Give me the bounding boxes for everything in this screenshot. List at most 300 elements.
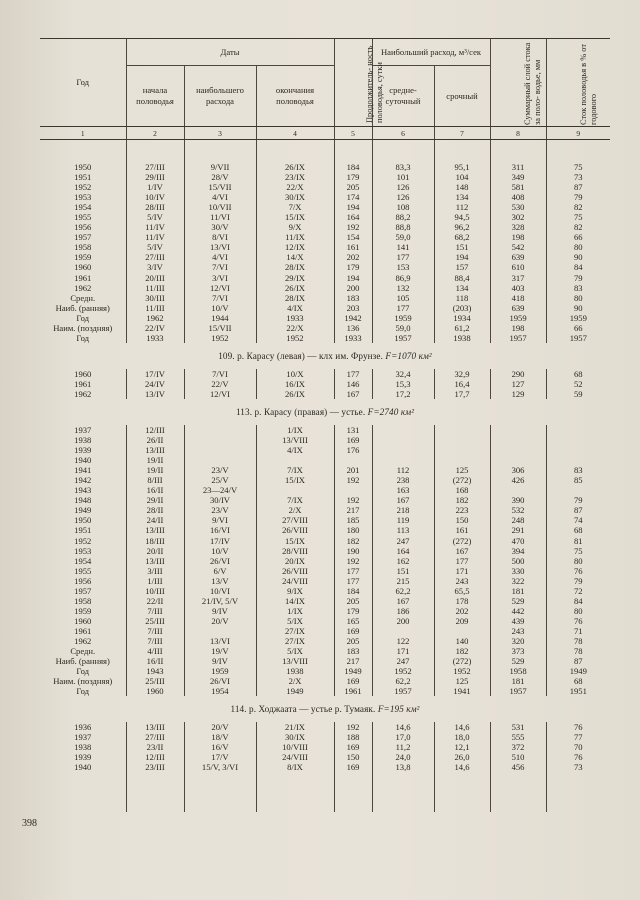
row-label: 1960 [74, 615, 92, 626]
table-cell: 25/III [126, 616, 184, 626]
table-cell: 500 [490, 556, 546, 566]
table-cell: 15/VII [184, 323, 256, 333]
table-cell: 13/III [126, 722, 184, 732]
table-cell: 88,4 [434, 273, 490, 283]
table-cell [434, 455, 490, 465]
table-cell: 95,1 [434, 162, 490, 172]
table-cell: 16/II [126, 485, 184, 495]
table-row [40, 283, 610, 293]
table-cell: 6/V [184, 566, 256, 576]
table-cell [184, 455, 256, 465]
table-cell: 390 [490, 495, 546, 505]
table-cell: 177 [334, 369, 372, 379]
col-number: 9 [546, 127, 610, 140]
table-cell: 29/II [126, 495, 184, 505]
table-cell: 192 [334, 556, 372, 566]
table-cell: 2/X [256, 505, 334, 515]
table-row [40, 182, 610, 192]
table-cell: 151 [434, 242, 490, 252]
row-label: 1937 [74, 424, 92, 435]
table-cell [256, 485, 334, 495]
table-cell: 78 [546, 646, 610, 656]
table-cell: 80 [546, 293, 610, 303]
table-cell: 101 [372, 172, 434, 182]
table-cell: 112 [434, 202, 490, 212]
table-cell: 1951 [546, 686, 610, 696]
table-cell: 150 [334, 752, 372, 762]
row-label: Год [76, 666, 90, 677]
row-label: Средн. [70, 292, 96, 303]
table-cell: 408 [490, 192, 546, 202]
table-cell: 403 [490, 283, 546, 293]
table-cell: 201 [334, 465, 372, 475]
table-row [40, 222, 610, 232]
row-label: 1954 [74, 202, 92, 213]
table-cell: 581 [490, 182, 546, 192]
table-cell: 26/II [126, 435, 184, 445]
header-runoff: Суммарный слой стока за поло- водье, мм [490, 39, 546, 127]
table-cell: 76 [546, 616, 610, 626]
table-cell: 150 [434, 515, 490, 525]
table-row [40, 536, 610, 546]
table-row [40, 323, 610, 333]
col-number: 5 [334, 127, 372, 140]
table-cell: 112 [372, 465, 434, 475]
table-cell: 12/III [126, 425, 184, 435]
table-cell: 11,2 [372, 742, 434, 752]
table-cell: 13/VIII [256, 656, 334, 666]
table-cell: 178 [434, 596, 490, 606]
table-cell: 84 [546, 596, 610, 606]
row-label: Год [76, 686, 90, 697]
table-cell: 2/X [256, 676, 334, 686]
table-cell: 7/IX [256, 465, 334, 475]
table-cell: 13,8 [372, 762, 434, 772]
table-cell: 88,8 [372, 222, 434, 232]
table-cell: 243 [434, 576, 490, 586]
table-cell: 30/III [126, 293, 184, 303]
table-cell: 10/VI [184, 586, 256, 596]
table-cell: 25/III [126, 676, 184, 686]
table-cell: 22/II [126, 596, 184, 606]
table-cell: 16/VI [184, 525, 256, 535]
row-label: Средн. [70, 646, 96, 657]
table-cell: 26/IX [256, 389, 334, 399]
table-cell: 10/V [184, 303, 256, 313]
table-cell: 426 [490, 475, 546, 485]
row-label: 1941 [74, 465, 92, 476]
table-body [40, 140, 610, 813]
table-cell: 80 [546, 556, 610, 566]
table-cell: 9/IX [256, 586, 334, 596]
table-cell: 70 [546, 742, 610, 752]
table-cell: 68 [546, 676, 610, 686]
col-number: 4 [256, 127, 334, 140]
row-label: 1957 [74, 232, 92, 243]
table-cell: 1/III [126, 576, 184, 586]
table-cell: 167 [372, 596, 434, 606]
table-cell [256, 455, 334, 465]
table-row [40, 546, 610, 556]
table-cell: 5/IV [126, 212, 184, 222]
table-cell: 87 [546, 656, 610, 666]
table-cell: 311 [490, 162, 546, 172]
row-label: 1940 [74, 455, 92, 466]
table-cell: 148 [434, 182, 490, 192]
table-cell: 291 [490, 525, 546, 535]
table-cell: 1954 [184, 686, 256, 696]
table-cell: 59 [546, 389, 610, 399]
table-cell: 32,4 [372, 369, 434, 379]
table-cell: 161 [334, 242, 372, 252]
table-cell: 171 [372, 646, 434, 656]
table-cell: 1959 [372, 313, 434, 323]
table-cell: 3/IV [126, 262, 184, 272]
table-cell: 290 [490, 369, 546, 379]
row-label: 1961 [74, 272, 92, 283]
table-row [40, 732, 610, 742]
header-max-flow-group: Наибольший расход, м³/сек [372, 39, 490, 66]
table-cell [434, 445, 490, 455]
table-row [40, 212, 610, 222]
table-row [40, 379, 610, 389]
table-cell: 1959 [184, 666, 256, 676]
row-label: 1951 [74, 172, 92, 183]
table-cell: 82 [546, 222, 610, 232]
table-cell: 439 [490, 616, 546, 626]
table-cell: 542 [490, 242, 546, 252]
table-cell: 177 [372, 303, 434, 313]
table-cell: 7/VI [184, 262, 256, 272]
row-label: 1956 [74, 222, 92, 233]
table-cell: 87 [546, 505, 610, 515]
table-row [40, 752, 610, 762]
table-cell: 24/VIII [256, 752, 334, 762]
table-cell: 171 [434, 566, 490, 576]
table-cell: (272) [434, 536, 490, 546]
table-cell [334, 485, 372, 495]
table-cell: 75 [546, 212, 610, 222]
table-cell: 1938 [256, 666, 334, 676]
table-cell: 27/III [126, 732, 184, 742]
table-cell: 68 [546, 369, 610, 379]
section-title [40, 399, 610, 425]
table-cell: 3/III [126, 566, 184, 576]
table-cell: 11/III [126, 283, 184, 293]
table-cell: 129 [490, 389, 546, 399]
table-cell: 13/VI [184, 636, 256, 646]
row-label: 1958 [74, 242, 92, 253]
table-cell: 68 [546, 525, 610, 535]
table-cell: 20/III [126, 273, 184, 283]
table-cell: 20/II [126, 546, 184, 556]
table-cell: 30/IX [256, 192, 334, 202]
table-cell: 5/IX [256, 646, 334, 656]
table-cell: 4/III [126, 646, 184, 656]
table-row [40, 722, 610, 732]
table-cell: 141 [372, 242, 434, 252]
col-number: 1 [40, 127, 126, 140]
table-cell: 174 [334, 192, 372, 202]
table-row [40, 606, 610, 616]
table-cell: 5/IV [126, 242, 184, 252]
table-cell: 182 [434, 646, 490, 656]
table-cell: 14,6 [434, 762, 490, 772]
table-cell: 28/IX [256, 293, 334, 303]
table-cell: 26/IX [256, 162, 334, 172]
table-cell: 12/IX [256, 242, 334, 252]
table-cell: 192 [334, 495, 372, 505]
table-cell: 21/IX [256, 722, 334, 732]
section-area: F=2740 км² [367, 406, 415, 417]
table-cell: 247 [372, 536, 434, 546]
row-label: 1951 [74, 525, 92, 536]
table-cell: 1952 [256, 333, 334, 343]
table-cell: 1957 [372, 333, 434, 343]
table-cell: 136 [334, 323, 372, 333]
page-number: 398 [22, 818, 37, 829]
row-label: 1949 [74, 505, 92, 516]
table-cell: 200 [334, 283, 372, 293]
header-end: окончания половодья [256, 66, 334, 127]
table-cell: 243 [490, 626, 546, 636]
header-year: Год [40, 39, 126, 127]
row-label: 1948 [74, 495, 92, 506]
table-cell: 14,6 [434, 722, 490, 732]
table-cell: 203 [334, 303, 372, 313]
table-cell: 192 [334, 722, 372, 732]
table-cell: 27/IX [256, 636, 334, 646]
table-row [40, 515, 610, 525]
row-label: 1952 [74, 535, 92, 546]
table-cell: 59,0 [372, 323, 434, 333]
table-row [40, 556, 610, 566]
row-label: 1940 [74, 762, 92, 773]
table-cell [334, 455, 372, 465]
table-row [40, 626, 610, 636]
table-cell: 394 [490, 546, 546, 556]
table-cell: 16/IX [256, 379, 334, 389]
table-cell: 9/IV [184, 656, 256, 666]
table-cell: 5/IX [256, 616, 334, 626]
header-daily: средне- суточный [372, 66, 434, 127]
table-cell: 76 [546, 566, 610, 576]
table-cell: 126 [372, 192, 434, 202]
table-cell: 180 [334, 525, 372, 535]
table-cell: 14/IX [256, 596, 334, 606]
table-cell: 29/IX [256, 273, 334, 283]
table-row [40, 485, 610, 495]
table-cell [490, 485, 546, 495]
section-title-text: 114. р. Ходжаата — устье р. Тумаяк. [230, 704, 376, 715]
table-cell: 181 [490, 676, 546, 686]
table-cell: 28/V [184, 172, 256, 182]
row-label: 1943 [74, 485, 92, 496]
table-row [40, 656, 610, 666]
table-row [40, 596, 610, 606]
table-cell: 181 [490, 586, 546, 596]
row-label: 1957 [74, 585, 92, 596]
table-cell [434, 626, 490, 636]
table-cell: 555 [490, 732, 546, 742]
table-cell [546, 485, 610, 495]
table-cell: 169 [334, 676, 372, 686]
table-cell: 1933 [126, 333, 184, 343]
table-cell: 179 [334, 172, 372, 182]
table-cell: 1938 [434, 333, 490, 343]
table-cell: 1952 [184, 333, 256, 343]
row-label: Наим. (поздняя) [53, 322, 113, 333]
table-cell [546, 425, 610, 435]
row-label: 1938 [74, 742, 92, 753]
table-row [40, 252, 610, 262]
row-label: 1942 [74, 475, 92, 486]
table-cell: 184 [334, 586, 372, 596]
table-cell: 17/IV [126, 369, 184, 379]
table-cell: 1949 [256, 686, 334, 696]
table-cell: 179 [334, 262, 372, 272]
table-cell: 105 [372, 293, 434, 303]
table-row [40, 445, 610, 455]
table-cell: 75 [546, 546, 610, 556]
row-label: Наиб. (ранняя) [55, 656, 110, 667]
table-cell: 202 [434, 606, 490, 616]
table-cell: 13/III [126, 525, 184, 535]
row-label: 1954 [74, 555, 92, 566]
table-cell: 76 [546, 722, 610, 732]
table-cell: 302 [490, 212, 546, 222]
table-cell: 22/IV [126, 323, 184, 333]
table-cell: 183 [334, 293, 372, 303]
table-cell: 163 [372, 485, 434, 495]
table-cell: 192 [334, 222, 372, 232]
table-cell: 30/IV [184, 495, 256, 505]
table-cell: 1961 [334, 686, 372, 696]
section-title-row [40, 343, 610, 369]
table-cell: 349 [490, 172, 546, 182]
table-cell: 1960 [126, 686, 184, 696]
table-cell: 177 [334, 576, 372, 586]
row-label: 1952 [74, 182, 92, 193]
table-cell: 88,2 [372, 212, 434, 222]
table-cell: 15/VII [184, 182, 256, 192]
table-cell: 7/VI [184, 369, 256, 379]
table-cell [372, 425, 434, 435]
table-cell: 26/IX [256, 283, 334, 293]
table-cell: 223 [434, 505, 490, 515]
table-cell: 75 [546, 162, 610, 172]
row-label: 1962 [74, 635, 92, 646]
table-cell: 418 [490, 293, 546, 303]
table-cell: 330 [490, 566, 546, 576]
section-area: F=195 км² [377, 704, 420, 715]
table-cell: 146 [334, 379, 372, 389]
row-label: 1938 [74, 435, 92, 446]
table-cell: 1/IV [126, 182, 184, 192]
table-cell: 134 [434, 283, 490, 293]
table-cell: 14/X [256, 252, 334, 262]
table-cell: 7/III [126, 636, 184, 646]
table-cell: 87 [546, 182, 610, 192]
table-cell: 1959 [490, 313, 546, 323]
table-cell: 10/V [184, 546, 256, 556]
table-row [40, 566, 610, 576]
table-cell: 18/III [126, 536, 184, 546]
table-cell: 4/VI [184, 252, 256, 262]
table-cell: 10/VIII [256, 742, 334, 752]
table-cell [184, 435, 256, 445]
table-cell: 1941 [434, 686, 490, 696]
table-cell: 52 [546, 379, 610, 389]
section-title-text: 113. р. Карасу (правая) — устье. [235, 406, 366, 417]
table-row [40, 676, 610, 686]
table-cell: 217 [334, 505, 372, 515]
table-row [40, 333, 610, 343]
table-cell: 217 [334, 656, 372, 666]
table-cell: 23/V [184, 505, 256, 515]
table-cell: (272) [434, 656, 490, 666]
table-cell: 194 [434, 252, 490, 262]
table-cell: 27/III [126, 252, 184, 262]
table-row [40, 435, 610, 445]
table-cell: 18/V [184, 732, 256, 742]
table-cell: 22/X [256, 182, 334, 192]
table-cell: 61,2 [434, 323, 490, 333]
table-cell: 16,4 [434, 379, 490, 389]
table-cell [372, 435, 434, 445]
header-duration: Продолжитель- ность половодья, сутки [334, 39, 372, 127]
table-cell: 3/VI [184, 273, 256, 283]
table-cell: 164 [334, 212, 372, 222]
table-cell: 470 [490, 536, 546, 546]
table-cell: 25/V [184, 475, 256, 485]
header-urgent: срочный [434, 66, 490, 127]
col-number: 2 [126, 127, 184, 140]
table-cell: 194 [334, 202, 372, 212]
table-cell: 27/III [126, 162, 184, 172]
table-row [40, 202, 610, 212]
table-cell: (272) [434, 475, 490, 485]
row-label: 1962 [74, 282, 92, 293]
table-cell: 12/III [126, 752, 184, 762]
row-label: 1960 [74, 368, 92, 379]
row-label: 1939 [74, 752, 92, 763]
row-label: 1961 [74, 378, 92, 389]
table-cell: 81 [546, 536, 610, 546]
table-cell: 15/IX [256, 536, 334, 546]
table-cell: 26/VI [184, 676, 256, 686]
row-label: 1955 [74, 212, 92, 223]
table-cell: 20/IX [256, 556, 334, 566]
table-cell: 4/VI [184, 192, 256, 202]
table-cell: 151 [372, 566, 434, 576]
table-cell: 15/IX [256, 475, 334, 485]
table-cell: 119 [372, 515, 434, 525]
section-title [40, 343, 610, 369]
table-cell: 610 [490, 262, 546, 272]
table-cell [184, 445, 256, 455]
table-row [40, 636, 610, 646]
table-cell: 248 [490, 515, 546, 525]
table-cell: 209 [434, 616, 490, 626]
table-cell: 7/VI [184, 293, 256, 303]
table-cell: 179 [334, 606, 372, 616]
table-cell: 8/VI [184, 232, 256, 242]
row-label: 1953 [74, 192, 92, 203]
table-cell: 24/VIII [256, 576, 334, 586]
table-cell: 185 [334, 515, 372, 525]
col-number: 3 [184, 127, 256, 140]
